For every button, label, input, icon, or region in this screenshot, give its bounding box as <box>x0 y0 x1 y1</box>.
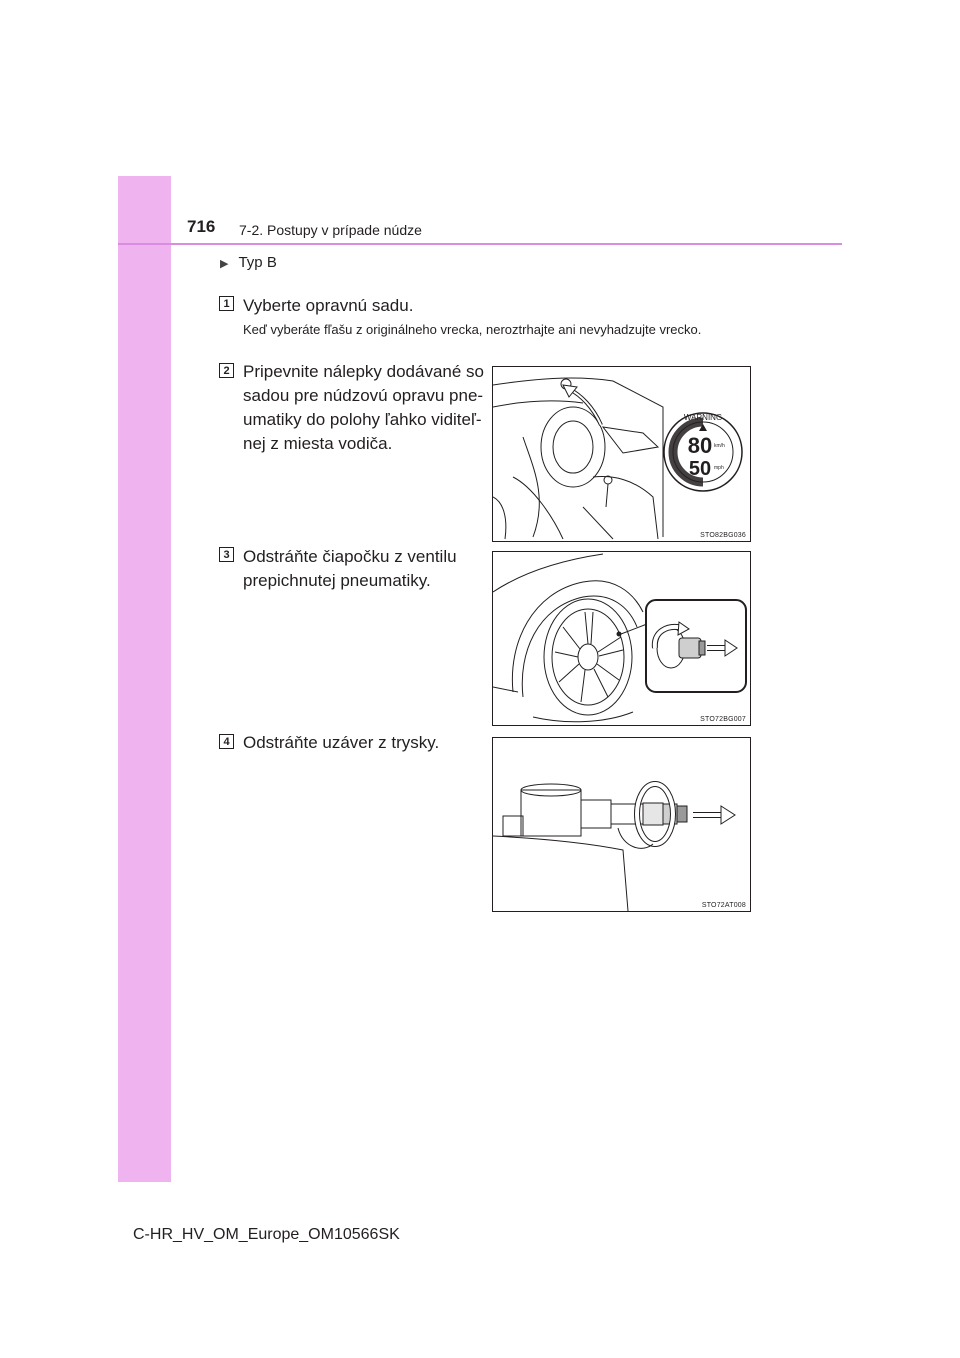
page-number: 716 <box>187 217 216 236</box>
sticker-warning-text: WARNING <box>683 413 723 422</box>
step-1-text: Vyberte opravnú sadu. <box>243 296 414 315</box>
triangle-bullet-icon: ▶ <box>220 258 229 270</box>
document-footer: C-HR_HV_OM_Europe_OM10566SK <box>133 1226 400 1243</box>
figure-code: STO82BG036 <box>700 532 746 539</box>
figure-nozzle-cap <box>492 737 751 912</box>
step-2-line: nej z miesta vodiča. <box>243 434 393 453</box>
figure-code: STO72BG007 <box>700 716 746 723</box>
wheel-illustration <box>493 552 750 725</box>
type-label <box>220 254 277 271</box>
step-number-4: 4 <box>219 734 234 749</box>
step-3-line: prepichnutej pneumatiky. <box>243 571 431 590</box>
sticker-speed-mph: 50 <box>688 458 712 480</box>
sticker-unit-mph: mph <box>714 465 724 471</box>
sticker-unit-kmh: km/h <box>714 443 725 449</box>
header-divider <box>118 243 842 245</box>
step-2-line: Pripevnite nálepky dodávané so <box>243 362 484 381</box>
step-2-line: umatiky do polohy ľahko viditeľ- <box>243 410 482 429</box>
figure-code: STO72AT008 <box>701 902 746 909</box>
step-3-text <box>243 545 476 593</box>
sticker-speed-kmh: 80 <box>687 433 713 458</box>
sticker-max: max. <box>678 453 689 459</box>
step-2-line: sadou pre núdzovú opravu pne- <box>243 386 484 405</box>
step-4-text: Odstráňte uzáver z trysky. <box>243 733 440 752</box>
step-3-line: Odstráňte čiapočku z ventilu <box>243 547 457 566</box>
step-1-note: Keď vyberáte fľašu z originálneho vrecka, neroztrhajte ani nevyhadzujte vrecko. <box>243 322 702 337</box>
figure-valve-cap <box>492 551 751 726</box>
step-2-text <box>243 360 489 456</box>
section-title: 7-2. Postupy v prípade núdze <box>239 222 422 238</box>
step-number-3: 3 <box>219 547 234 562</box>
step-number-1: 1 <box>219 296 234 311</box>
type-label-text: Typ B <box>238 254 277 271</box>
figure-sticker-placement <box>492 366 751 542</box>
chapter-sidebar <box>118 176 171 1182</box>
step-number-2: 2 <box>219 363 234 378</box>
bottle-illustration <box>493 738 750 911</box>
warning-sticker <box>662 411 744 493</box>
